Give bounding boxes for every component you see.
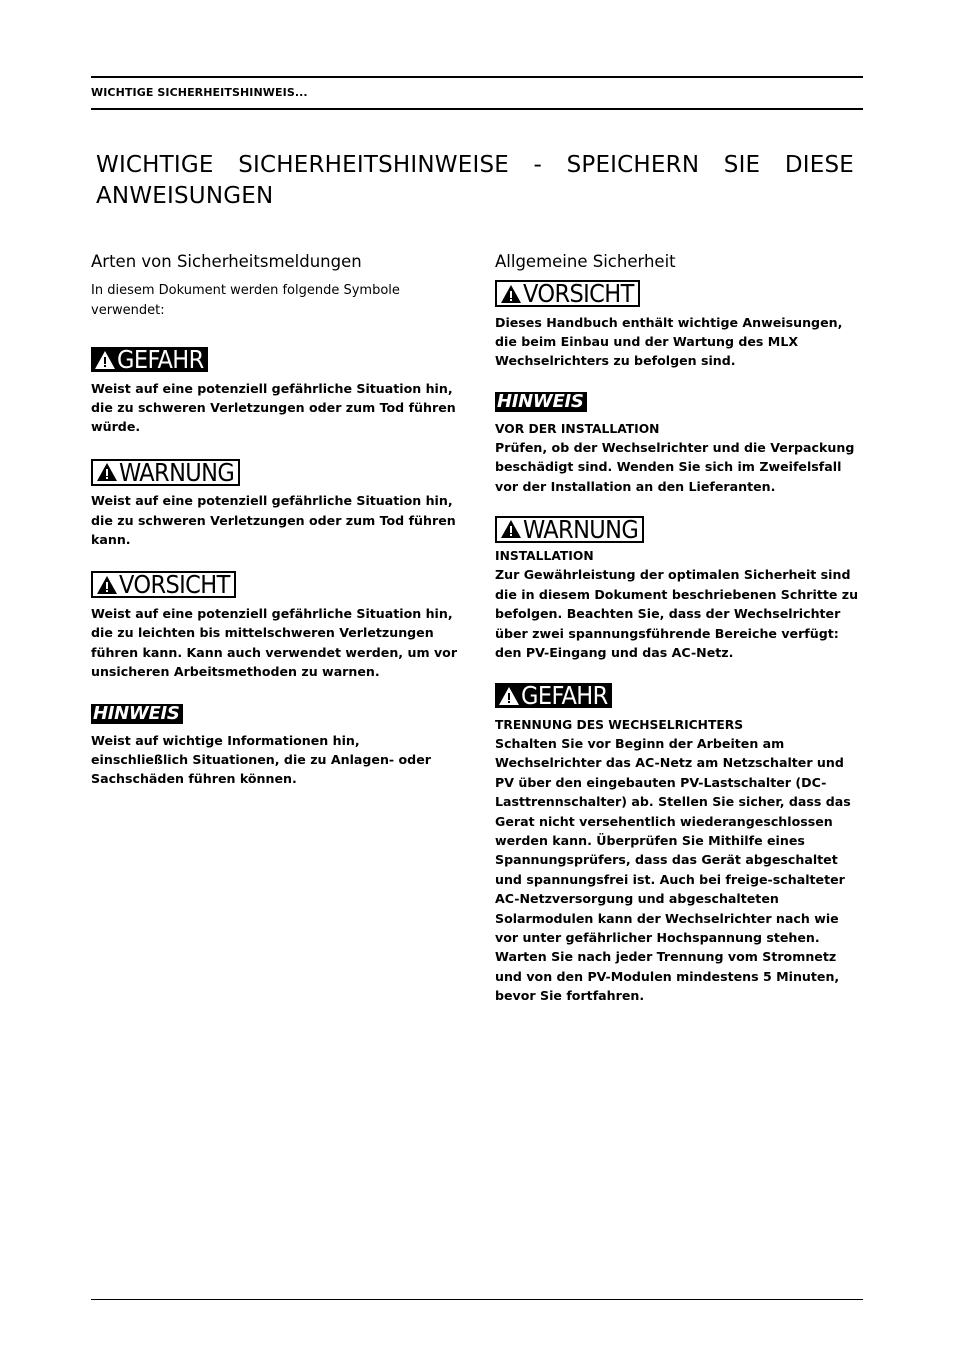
section-heading-general: Allgemeine Sicherheit <box>495 252 676 271</box>
safety-block-gefahr <box>495 683 860 1005</box>
vorsicht-signal-label <box>495 280 640 307</box>
hinweis-signal-label: HINWEIS <box>495 392 587 412</box>
warnung-signal-label <box>495 516 644 543</box>
signal-word: WARNUNG <box>119 457 235 487</box>
hinweis-signal-label: HINWEIS <box>91 704 183 724</box>
gefahr-signal-label <box>495 681 612 711</box>
intro-text: In diesem Dokument werden folgende Symbole verwendet: <box>91 283 400 318</box>
block-heading: TRENNUNG DES WECHSELRICHTERS <box>495 717 744 732</box>
safety-block-vorsicht <box>91 571 461 681</box>
running-header: WICHTIGE SICHERHEITSHINWEIS... <box>91 86 308 99</box>
warning-triangle-icon <box>500 283 522 305</box>
block-text: Schalten Sie vor Beginn der Arbeiten am Wechselrichter das AC-Netz am Netzschalter und PV über den eingebauten PV-Lastschalter (DC-Lasttrennschalter) ab. Stellen Sie sicher, dass das Gerat nicht versehentlich wiederangeschlossen werden kann. Überprüfen Sie Mithilfe eines Spannungsprüfers, dass das Gerät abgeschaltet und spannungsfrei ist. Auch bei freige-schalteter AC-Netzversorgung und abgeschalteten Solarmodulen kann der Wechselrichter nach wie vor unter gefährlicher Hochspannung stehen. Warten Sie nach jeder Trennung vom Stromnetz und von den PV-Modulen mindestens 5 Minuten, bevor Sie fortfahren. <box>495 735 851 1004</box>
block-heading: INSTALLATION <box>495 549 594 564</box>
safety-block-warnung <box>495 516 860 663</box>
safety-block-hinweis <box>495 392 860 496</box>
warning-triangle-icon <box>94 349 116 371</box>
footer-rule <box>91 1299 863 1300</box>
safety-block-gefahr <box>91 347 461 437</box>
left-column <box>91 252 461 789</box>
section-heading-types: Arten von Sicherheitsmeldungen <box>91 252 362 271</box>
block-text: Zur Gewährleistung der optimalen Sicherheit sind die in diesem Dokument beschriebenen Schritte zu befolgen. Beachten Sie, dass der Wechselrichter über zwei spannungsführende Bereiche verfügt: den PV-Eingang und das AC-Netz. <box>495 567 859 661</box>
signal-word: GEFAHR <box>521 681 608 711</box>
page-title: WICHTIGE SICHERHEITSHINWEISE - SPEICHERN SIE DIESE ANWEISUNGEN <box>96 152 854 209</box>
warning-triangle-icon <box>96 574 118 596</box>
block-text: Weist auf wichtige Informationen hin, einschließlich Situationen, die zu Anlagen- oder Sachschäden führen können. <box>91 732 431 787</box>
block-heading: VOR DER INSTALLATION <box>495 421 660 436</box>
warning-triangle-icon <box>96 461 118 483</box>
right-column <box>495 252 860 1006</box>
safety-block-vorsicht <box>495 280 860 371</box>
block-text: Dieses Handbuch enthält wichtige Anweisungen, die beim Einbau und der Wartung des MLX Wechselrichters zu befolgen sind. <box>495 314 843 369</box>
gefahr-signal-label <box>91 347 208 372</box>
warnung-signal-label <box>91 459 240 486</box>
signal-word: WARNUNG <box>523 514 639 544</box>
block-text: Weist auf eine potenziell gefährliche Situation hin, die zu leichten bis mittelschweren Verletzungen führen kann. Kann auch verwendet werden, um vor unsicheren Arbeitsmethoden zu warnen. <box>91 605 458 680</box>
warning-triangle-icon <box>500 518 522 540</box>
safety-block-warnung <box>91 459 461 550</box>
warning-triangle-icon <box>498 685 520 707</box>
header-rule-bottom <box>91 108 863 110</box>
signal-word: VORSICHT <box>523 279 634 308</box>
block-text: Weist auf eine potenziell gefährliche Situation hin, die zu schweren Verletzungen oder zum Tod führen kann. <box>91 493 456 548</box>
signal-word: GEFAHR <box>117 345 204 374</box>
block-text: Prüfen, ob der Wechselrichter und die Verpackung beschädigt sind. Wenden Sie sich im Zweifelsfall vor der Installation an den Lieferanten. <box>495 439 855 494</box>
header-rule-top <box>91 76 863 78</box>
signal-word: VORSICHT <box>119 570 230 600</box>
vorsicht-signal-label <box>91 571 236 598</box>
block-text: Weist auf eine potenziell gefährliche Situation hin, die zu schweren Verletzungen oder zum Tod führen würde. <box>91 380 456 435</box>
safety-block-hinweis <box>91 704 461 789</box>
